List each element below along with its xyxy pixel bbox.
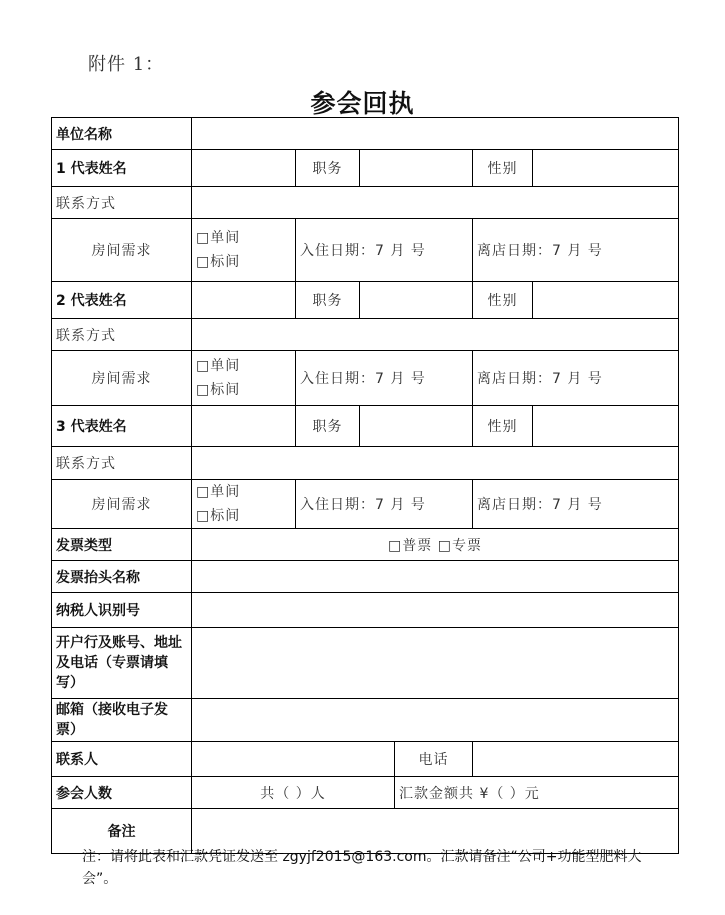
phone-label: 电话: [395, 742, 473, 777]
unit-name-field[interactable]: [192, 118, 679, 150]
invoice-type-label: 发票类型: [52, 529, 192, 561]
attachment-label: 附件 1：: [88, 54, 165, 75]
page-title: 参会回执: [310, 89, 415, 118]
taxpayer-id-label: 纳税人识别号: [52, 593, 192, 628]
email-field[interactable]: [192, 699, 679, 742]
footer-note: 注：请将此表和汇款凭证发送至 zgyjf2015@163.com。汇款请备注“公司+功能型肥料大会”。: [82, 849, 642, 887]
rep3-gender-label: 性别: [473, 406, 533, 447]
rep3-room-label: 房间需求: [52, 480, 192, 529]
rep1-contact-label: 联系方式: [52, 187, 192, 219]
rep2-name-label: 2 代表姓名: [52, 282, 192, 319]
rep3-single-room-checkbox[interactable]: □单间: [196, 484, 241, 500]
rep1-position-label: 职务: [296, 150, 360, 187]
rep2-name-field[interactable]: [192, 282, 296, 319]
rep3-checkout-field[interactable]: 离店日期：7 月 号: [473, 480, 679, 529]
invoice-type-options[interactable]: □普票 □专票: [192, 529, 679, 561]
rep1-single-room-checkbox[interactable]: □单间: [196, 230, 241, 246]
rep2-single-room-checkbox[interactable]: □单间: [196, 358, 241, 374]
rep2-standard-room-checkbox[interactable]: □标间: [196, 382, 241, 398]
bank-info-label: 开户行及账号、地址及电话（专票请填写）: [52, 628, 192, 699]
rep3-name-label: 3 代表姓名: [52, 406, 192, 447]
rep3-gender-field[interactable]: [533, 406, 679, 447]
rep1-gender-field[interactable]: [533, 150, 679, 187]
rep2-contact-field[interactable]: [192, 319, 679, 351]
bank-info-field[interactable]: [192, 628, 679, 699]
rep2-gender-label: 性别: [473, 282, 533, 319]
rep2-gender-field[interactable]: [533, 282, 679, 319]
invoice-title-field[interactable]: [192, 561, 679, 593]
rep2-checkout-field[interactable]: 离店日期：7 月 号: [473, 351, 679, 406]
rep3-contact-field[interactable]: [192, 447, 679, 480]
registration-form-table: [51, 117, 679, 854]
phone-field[interactable]: [473, 742, 679, 777]
rep1-name-label: 1 代表姓名: [52, 150, 192, 187]
unit-name-label: 单位名称: [52, 118, 192, 150]
attendee-count-field[interactable]: 共（ ）人: [192, 777, 395, 809]
rep3-position-label: 职务: [296, 406, 360, 447]
rep1-room-label: 房间需求: [52, 219, 192, 282]
rep1-checkout-field[interactable]: 离店日期：7 月 号: [473, 219, 679, 282]
rep3-contact-label: 联系方式: [52, 447, 192, 480]
rep3-standard-room-checkbox[interactable]: □标间: [196, 508, 241, 524]
attendees-label: 参会人数: [52, 777, 192, 809]
rep2-room-label: 房间需求: [52, 351, 192, 406]
contact-person-label: 联系人: [52, 742, 192, 777]
rep1-gender-label: 性别: [473, 150, 533, 187]
rep1-name-field[interactable]: [192, 150, 296, 187]
rep2-contact-label: 联系方式: [52, 319, 192, 351]
rep2-checkin-field[interactable]: 入住日期：7 月 号: [296, 351, 473, 406]
rep3-name-field[interactable]: [192, 406, 296, 447]
rep3-checkin-field[interactable]: 入住日期：7 月 号: [296, 480, 473, 529]
rep1-standard-room-checkbox[interactable]: □标间: [196, 254, 241, 270]
taxpayer-id-field[interactable]: [192, 593, 679, 628]
email-label: 邮箱（接收电子发票）: [52, 699, 192, 742]
remarks-label: 备注: [52, 809, 192, 854]
rep1-checkin-field[interactable]: 入住日期：7 月 号: [296, 219, 473, 282]
invoice-title-label: 发票抬头名称: [52, 561, 192, 593]
rep2-position-field[interactable]: [360, 282, 473, 319]
contact-person-field[interactable]: [192, 742, 395, 777]
rep1-position-field[interactable]: [360, 150, 473, 187]
rep2-position-label: 职务: [296, 282, 360, 319]
rep1-contact-field[interactable]: [192, 187, 679, 219]
rep3-position-field[interactable]: [360, 406, 473, 447]
payment-amount-field[interactable]: 汇款金额共 ¥（ ）元: [395, 777, 679, 809]
